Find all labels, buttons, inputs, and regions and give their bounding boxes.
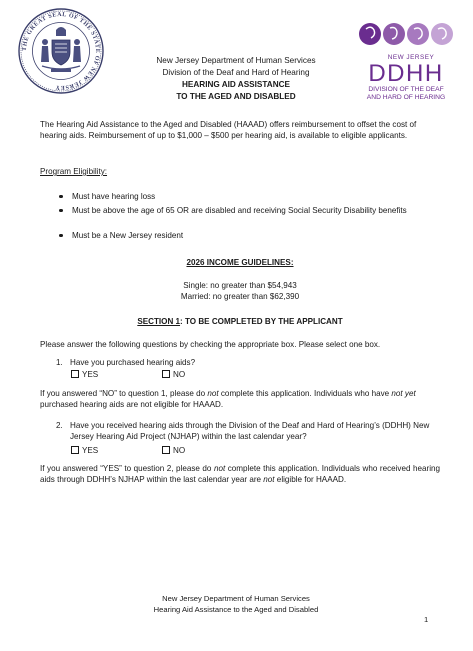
income-single: Single: no greater than $54,943 <box>183 281 297 290</box>
ddhh-logo <box>356 18 456 110</box>
q1-yes-option[interactable]: YES <box>71 369 98 380</box>
logo-state: NEW JERSEY <box>387 54 435 61</box>
ear-icons <box>359 23 453 45</box>
header-division: Division of the Deaf and Hard of Hearing <box>162 68 310 77</box>
eligibility-item: Must be a New Jersey resident <box>72 230 452 241</box>
income-heading: 2026 INCOME GUIDELINES: <box>186 258 294 267</box>
page-number: 1 <box>424 615 429 624</box>
bullet-icon <box>59 234 63 238</box>
footer-line2: Hearing Aid Assistance to the Aged and Disabled <box>153 605 319 614</box>
note-question-2: If you answered “YES” to question 2, please do not complete this application. Individuals who received hearing aids through DDHH’s NJHAP within the last calendar year are not eligible for HAAAD. <box>40 464 440 485</box>
header-department: New Jersey Department of Human Services <box>156 56 316 65</box>
question-number: 2. <box>56 421 63 430</box>
checkbox-icon[interactable] <box>162 370 170 378</box>
bullet-icon <box>59 195 63 199</box>
question-number: 1. <box>56 358 63 367</box>
footer-line1: New Jersey Department of Human Services <box>162 594 310 603</box>
logo-line1: DIVISION OF THE DEAF <box>368 86 444 93</box>
checkbox-icon[interactable] <box>71 446 79 454</box>
header-title-line2: TO THE AGED AND DISABLED <box>176 92 296 101</box>
q2-no-option[interactable]: NO <box>162 445 185 456</box>
question-text: Have you received hearing aids through the Division of the Deaf and Hard of Hearing’s (DDHH) New Jersey Hearing Aid Project (NJHAP) within the last calendar year? <box>70 421 430 441</box>
logo-line2: AND HARD OF HEARING <box>366 94 446 101</box>
intro-paragraph: The Hearing Aid Assistance to the Aged and Disabled (HAAAD) offers reimbursement to offset the cost of hearing aids. Reimbursement of up to $1,000 – $500 per hearing aid, is available to eligible applicants. <box>40 120 417 141</box>
eligibility-item: Must have hearing loss <box>72 191 452 202</box>
section1-heading: SECTION 1: TO BE COMPLETED BY THE APPLICANT <box>137 317 343 326</box>
bullet-icon <box>59 209 63 213</box>
state-seal-logo <box>18 8 104 94</box>
q1-no-option[interactable]: NO <box>162 369 185 380</box>
q2-yes-option[interactable]: YES <box>71 445 98 456</box>
note-question-1: If you answered “NO” to question 1, please do not complete this application. Individuals who have not yet purchased hearing aids are not eligible for HAAAD. <box>40 389 416 410</box>
question-text: Have you purchased hearing aids? <box>70 358 196 367</box>
checkbox-icon[interactable] <box>71 370 79 378</box>
seal-text: THE GREAT SEAL OF THE STATE OF NEW JERSEY <box>21 11 101 91</box>
eligibility-item: Must be above the age of 65 OR are disabled and receiving Social Security Disability benefits <box>72 205 442 216</box>
section1-instructions: Please answer the following questions by checking the appropriate box. Please select one box. <box>40 340 381 349</box>
checkbox-icon[interactable] <box>162 446 170 454</box>
income-married: Married: no greater than $62,390 <box>180 292 300 301</box>
eligibility-heading: Program Eligibility: <box>40 167 108 176</box>
header-title-line1: HEARING AID ASSISTANCE <box>182 80 290 89</box>
logo-acronym: DDHH <box>368 60 444 87</box>
